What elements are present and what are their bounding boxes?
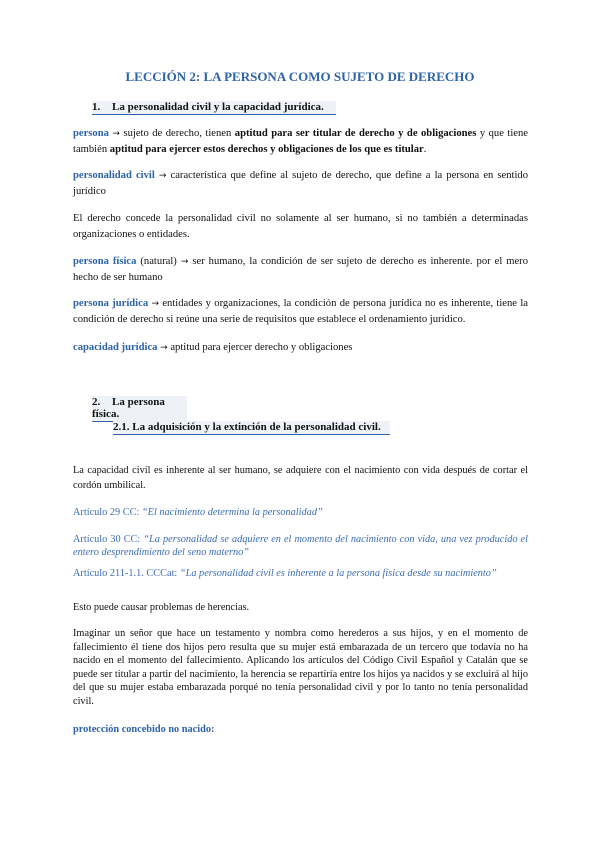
text: característica que define al sujeto de derecho, que define a la persona en sentido jurídico: [73, 170, 529, 197]
section-label: 2.1. La adquisición y la extinción de la personalidad civil.: [113, 421, 381, 433]
citation-art211: [73, 567, 528, 580]
arrow-icon: →: [160, 343, 168, 353]
paragraph-personalidad-civil: [73, 168, 528, 200]
section-heading-2-1: [113, 421, 390, 435]
citation-art30: [73, 533, 528, 559]
arrow-icon: →: [158, 171, 167, 181]
paragraph-herencias: Esto puede causar problemas de herencias.: [73, 602, 250, 613]
text: sujeto de derecho, tienen: [123, 128, 235, 139]
section-heading-2: [92, 396, 187, 422]
paragraph-proteccion: protección concebido no nacido:: [73, 724, 215, 735]
paragraph-capacidad-juridica: [73, 340, 528, 356]
text: entidades y organizaciones, la condición de persona jurídica no es inherente, tiene la condición de derecho si reúne una serie de requisitos que establece el ordenamiento jurídico.: [73, 298, 528, 325]
text: .: [423, 144, 427, 155]
page-title: LECCIÓN 2: LA PERSONA COMO SUJETO DE DERECHO: [125, 69, 475, 84]
arrow-icon: →: [180, 257, 189, 267]
section-label: La persona física.: [92, 396, 165, 420]
section-label: La personalidad civil y la capacidad jurídica.: [112, 101, 324, 113]
citation-ref: Artículo 211-1.1. CCCat:: [73, 568, 180, 579]
term-persona-fisica: persona física: [73, 256, 137, 267]
citation-quote: “La personalidad civil es inherente a la persona física desde su nacimiento”: [179, 568, 497, 579]
section-number: 1.: [92, 101, 101, 113]
term-persona-juridica: persona jurídica: [73, 298, 149, 309]
paragraph-concede: El derecho concede la personalidad civil no solamente al ser humano, si no también a determinadas organizaciones o entidades.: [73, 213, 528, 240]
term-persona: persona: [73, 128, 109, 139]
bold-text: aptitud para ser titular de derecho y de obligaciones: [234, 128, 477, 139]
paragraph-persona: [73, 126, 528, 158]
term-capacidad-juridica: capacidad jurídica: [73, 342, 158, 353]
section-heading-1: [92, 101, 336, 115]
text: ser humano, la condición de ser sujeto de derecho es inherente. por el mero hecho de ser humano: [73, 256, 529, 283]
arrow-icon: →: [151, 299, 160, 309]
citation-quote: “El nacimiento determina la personalidad”: [141, 507, 323, 518]
term-personalidad-civil: personalidad civil: [73, 170, 155, 181]
arrow-icon: →: [112, 129, 120, 139]
citation-quote: “La personalidad se adquiere en el momento del nacimiento con vida, una vez producido el entero desprendimiento del seno materno”: [73, 534, 528, 558]
bold-text: aptitud para ejercer estos derechos y obligaciones de los que es titular: [109, 144, 424, 155]
citation-ref: Artículo 30 CC:: [73, 534, 144, 545]
paragraph-inherente: La capacidad civil es inherente al ser humano, se adquiere con el nacimiento con vida después de cortar el cordón umbilical.: [73, 465, 528, 491]
section-number: 2.: [92, 396, 101, 408]
citation-art29: [73, 505, 528, 520]
paragraph-imaginar: Imaginar un señor que hace un testamento y nombra como herederos a sus hijos, y en el momento de fallecimiento él tiene dos hijos pero resulta que su mujer está embarazada de un tercero que todavía no ha nacido en el momento del fallecimiento. Aplicando los artículos del Código Civil Español y Catalán que se puede ser titular a partir del nacimiento, la herencia se repartiría entre los hijos ya nacidos y se excluirá al hijo del que su mujer estaba embarazada porqué no tenía personalidad civil y por lo tanto no tenía personalidad civil.: [73, 628, 528, 707]
paragraph-persona-juridica: [73, 296, 528, 328]
paragraph-persona-fisica: [73, 254, 528, 286]
text: (natural): [136, 256, 181, 267]
citation-ref: Artículo 29 CC:: [73, 507, 142, 518]
text: aptitud para ejercer derecho y obligaciones: [170, 342, 353, 353]
text: y que tiene también: [73, 128, 528, 155]
